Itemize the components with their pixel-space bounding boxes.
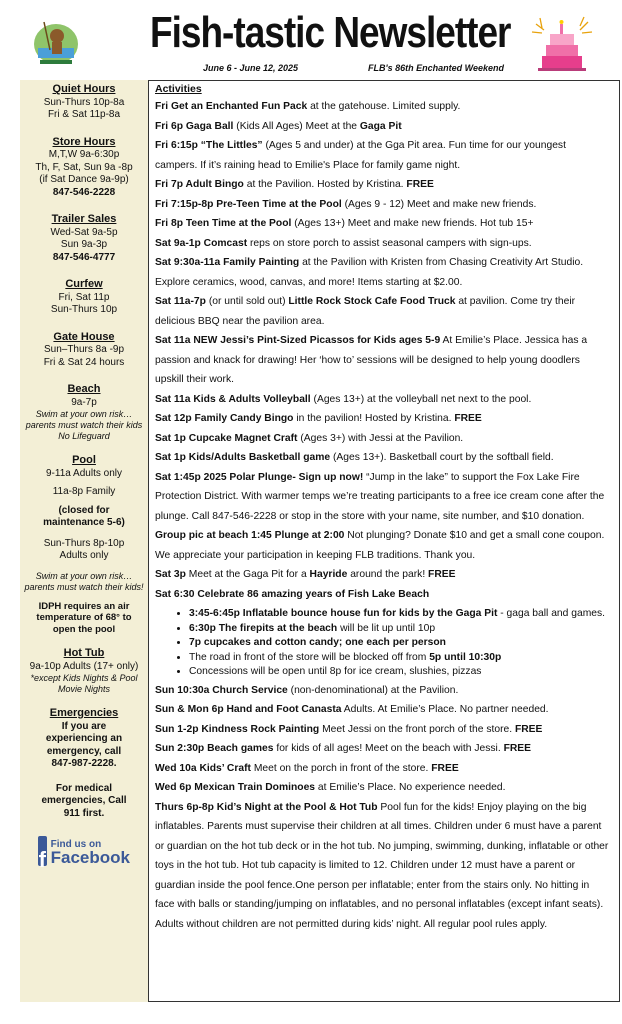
- activity-highlight: FREE: [503, 743, 532, 754]
- activity-highlight: 6:30p The firepits at the beach: [189, 622, 338, 634]
- section-title: Pool: [72, 454, 96, 466]
- activity-item: [155, 759, 611, 779]
- activity-highlight: Sat 1:45p 2025 Polar Plunge- Sign up now!: [155, 471, 364, 483]
- info-line: Sun-Thurs 10p-8a: [43, 96, 125, 108]
- activity-text: at the Pavilion with Kristen from Chasing Creativity Art Studio. Explore ceramics, wood, canvas, and more! Items starting at $2.00.: [155, 257, 584, 288]
- activity-item: [155, 253, 611, 292]
- info-line: Sun-Thurs 10p: [50, 304, 118, 315]
- activity-text: around the park!: [347, 569, 429, 580]
- info-line: 9-11a Adults only: [46, 467, 122, 479]
- activity-text: at the Pavilion. Hosted by Kristina.: [243, 179, 407, 190]
- pool-section: [20, 454, 148, 635]
- activity-item: [155, 700, 611, 720]
- weekend-title: FLB's 86th Enchanted Weekend: [368, 63, 505, 73]
- info-line: 9a-10p Adults (17+ only): [29, 660, 139, 672]
- info-line: Fri, Sat 11p: [58, 291, 110, 303]
- activity-highlight: Little Rock Stock Cafe Food Truck: [288, 296, 456, 307]
- section-title: Store Hours: [52, 135, 116, 148]
- activity-item: [155, 798, 611, 915]
- info-line: Sun 9a-3p: [60, 239, 108, 250]
- fish-lake-beach-logo: [28, 14, 84, 70]
- activity-item: [155, 292, 611, 331]
- activity-highlight: 3:45-6:45p Inflatable bounce house fun for kids by the Gaga Pit: [189, 608, 498, 619]
- quiet-hours-section: [20, 83, 148, 122]
- activity-item: [155, 195, 611, 215]
- info-line: Th, F, Sat, Sun 9a -8p: [35, 161, 133, 173]
- activity-highlight: Sun 1-2p Kindness Rock Painting: [155, 723, 320, 735]
- activity-highlight: Wed 10a Kids’ Craft: [155, 762, 251, 774]
- find-us-label: Find us on: [50, 839, 102, 850]
- activity-item: [155, 331, 611, 390]
- activity-highlight: Hayride: [309, 569, 348, 580]
- activity-item: [155, 565, 611, 585]
- activity-highlight: Sat 11a-7p: [155, 296, 206, 307]
- newsletter-dates: June 6 - June 12, 2025: [203, 63, 299, 73]
- activities-panel: [148, 80, 620, 1002]
- pool-closed-note: (closed for maintenance 5-6): [43, 504, 125, 528]
- birthday-cake-icon: [530, 14, 596, 74]
- section-title: Hot Tub: [63, 647, 105, 659]
- activity-highlight: Sat 1p Cupcake Magnet Craft: [155, 432, 298, 444]
- section-title: Trailer Sales: [51, 213, 117, 225]
- activity-text: Meet at the Gaga Pit for a: [185, 569, 310, 580]
- activity-highlight: Sat 6:30 Celebrate 86 amazing years of Fish Lake Beach: [155, 588, 430, 600]
- activity-item: [155, 409, 611, 429]
- activity-highlight: Wed 6p Mexican Train Dominoes: [155, 782, 316, 793]
- gate-house-section: [20, 331, 148, 370]
- activity-text: in the pavilion! Hosted by Kristina.: [293, 413, 455, 424]
- emergency-phone[interactable]: 847-987-2228.: [51, 758, 117, 769]
- facebook-text: [50, 838, 130, 867]
- activities-title: Activities: [155, 83, 202, 95]
- activity-text: at Emilie’s Place. No experience needed.: [315, 782, 506, 793]
- activity-text: will be lit up until 10p: [337, 622, 436, 634]
- activity-text: - gaga ball and games.: [497, 608, 606, 619]
- idph-note: IDPH requires an air temperature of 68° to open the pool: [36, 600, 132, 635]
- activity-highlight: Sat 1p Kids/Adults Basketball game: [155, 452, 331, 463]
- activity-text: (Ages 5 and under) at the Gga Pit area. Fun time for our youngest campers. If it’s raining head to Emilie's Place for family game night.: [155, 140, 566, 171]
- phone-number[interactable]: 847-546-2228: [52, 186, 116, 198]
- activity-highlight: FREE: [514, 723, 543, 735]
- facebook-link[interactable]: [38, 834, 130, 872]
- activity-text: (or until sold out): [205, 296, 289, 307]
- activity-text: for kids of all ages! Meet on the beach with Jessi.: [273, 743, 504, 754]
- info-line: M,T,W 9a-6:30p: [48, 149, 120, 160]
- info-line: Fri & Sat 11p-8a: [47, 109, 121, 120]
- activity-item: [155, 915, 611, 935]
- activity-item: [155, 739, 611, 759]
- activity-item: [155, 234, 611, 254]
- activity-text: (non-denominational) at the Pavilion.: [287, 684, 459, 696]
- activity-item: [155, 214, 611, 234]
- info-line: 11a-8p Family: [52, 486, 116, 497]
- activity-highlight: Sat 9:30a-11a Family Painting: [155, 257, 300, 268]
- activity-highlight: FREE: [431, 762, 459, 774]
- activity-bullet: [189, 637, 611, 650]
- info-line: Adults only: [59, 550, 109, 561]
- activity-bullet: [189, 623, 611, 636]
- activity-highlight: FREE: [428, 569, 456, 580]
- activity-item: [155, 117, 611, 137]
- activity-text: at the gatehouse. Limited supply.: [307, 101, 461, 112]
- activity-item: [155, 585, 611, 605]
- medical-note: For medical emergencies, Call 911 first.: [41, 782, 127, 819]
- activity-text: Meet Jessi on the front porch of the store.: [319, 723, 515, 735]
- activity-highlight: Sun & Mon 6p Hand and Foot Canasta: [155, 704, 342, 715]
- info-line: Sun-Thurs 8p-10p: [43, 537, 125, 549]
- activity-item: [155, 720, 611, 740]
- activity-text: (Ages 13+). Basketball court by the softball field.: [330, 452, 554, 463]
- facebook-icon: f: [38, 836, 47, 866]
- activity-highlight: Sat 11a Kids & Adults Volleyball: [155, 393, 311, 405]
- activity-text: (Ages 3+) with Jessi at the Pavilion.: [297, 432, 464, 444]
- section-title: Quiet Hours: [52, 83, 116, 95]
- activity-highlight: FREE: [406, 179, 434, 190]
- hot-tub-section: [20, 647, 148, 695]
- activity-text: (Ages 13+) Meet and make new friends. Hot tub 15+: [291, 218, 534, 229]
- activity-item: [155, 448, 611, 468]
- activity-text: (Ages 9 - 12) Meet and make new friends.: [341, 198, 537, 210]
- info-line: Fri & Sat 24 hours: [43, 356, 125, 368]
- activity-highlight: Fri 8p Teen Time at the Pool: [155, 218, 292, 229]
- emergency-text: If you are experiencing an emergency, call: [45, 720, 123, 757]
- info-sidebar: [20, 80, 148, 1002]
- activity-highlight: Gaga Pit: [359, 120, 402, 132]
- activity-bullet: [189, 652, 611, 665]
- section-title: Beach: [67, 383, 101, 395]
- activity-highlight: Sat 12p Family Candy Bingo: [155, 413, 294, 424]
- activity-text: (Ages 13+) at the volleyball net next to the pool.: [310, 393, 532, 405]
- activity-item: [155, 429, 611, 449]
- activity-item: [155, 175, 611, 195]
- activity-highlight: Fri 7:15p-8p Pre-Teen Time at the Pool: [155, 198, 342, 210]
- activity-highlight: Thurs 6p-8p Kid’s Night at the Pool & Hot Tub: [155, 801, 378, 813]
- activity-highlight: Sat 3p: [155, 569, 186, 580]
- activity-highlight: Group pic at beach 1:45 Plunge at 2:00: [155, 530, 345, 541]
- activity-highlight: Sun 2:30p Beach games: [155, 743, 274, 754]
- curfew-section: [20, 278, 148, 317]
- section-title: Gate House: [53, 330, 115, 343]
- celebration-list: [155, 608, 611, 679]
- emergencies-section: [20, 707, 148, 820]
- activity-bullet: [189, 608, 611, 621]
- activity-highlight: FREE: [454, 413, 482, 424]
- phone-number[interactable]: 847-546-4777: [52, 251, 116, 263]
- activity-text: Adults without children are not permitted during kids’ night. All regular pool rules apply.: [155, 918, 548, 930]
- activity-text: “Jump in the lake” to support the Fox Lake Fire Protection District. With warmer temps we’re treating participants to a free ice cream cone after the plunge. Call 847-546-2228 or stop in the store with your name, site number, and $10 donation.: [155, 471, 605, 522]
- activity-highlight: Fri 6p Gaga Ball: [155, 120, 234, 132]
- activity-text: Adults. At Emilie’s Place. No partner needed.: [341, 704, 549, 715]
- store-hours-section: [20, 136, 148, 200]
- activity-item: [155, 97, 611, 117]
- info-line: Wed-Sat 9a-5p: [50, 226, 118, 238]
- pool-note: Swim at your own risk… parents must watch their kids!: [24, 570, 144, 592]
- section-title: Curfew: [65, 278, 103, 290]
- beach-section: [20, 383, 148, 442]
- activity-highlight: Fri 7p Adult Bingo: [155, 179, 244, 190]
- activity-item: [155, 390, 611, 410]
- section-title: Emergencies: [49, 707, 119, 719]
- activity-highlight: Fri Get an Enchanted Fun Pack: [155, 101, 308, 112]
- activity-highlight: Sat 9a-1p Comcast: [155, 237, 248, 249]
- beach-note: Swim at your own risk… parents must watch their kids: [25, 409, 143, 430]
- activity-item: [155, 681, 611, 701]
- trailer-sales-section: [20, 213, 148, 264]
- activities-content: [155, 82, 611, 934]
- activity-text: Not plunging? Donate $10 and get a small cone coupon. We appreciate your participation in keeping FLB traditions. Thank you.: [155, 530, 605, 561]
- hot-tub-note: *except Kids Nights & Pool Movie Nights: [30, 673, 138, 694]
- activity-highlight: 7p cupcakes and cotton candy; one each per person: [189, 637, 446, 648]
- activity-text: The road in front of the store will be blocked off from: [189, 651, 430, 663]
- activity-text: Meet on the porch in front of the store.: [250, 762, 432, 774]
- activity-text: At Emilie’s Place. Jessica has a passion and knack for drawing! Her ‘how to’ sessions will be designed to help young doodlers upskill their work.: [155, 335, 588, 385]
- info-line: (if Sat Dance 9a-9p): [39, 174, 129, 185]
- info-line: Sun–Thurs 8a -9p: [43, 344, 125, 355]
- activity-item: [155, 778, 611, 798]
- activity-highlight: Sat 11a NEW Jessi’s Pint-Sized Picassos for Kids ages 5-9: [155, 335, 441, 346]
- activity-bullet: [189, 666, 611, 679]
- activity-text: reps on store porch to assist seasonal campers with sign-ups.: [247, 237, 532, 249]
- info-line: 9a-7p: [71, 396, 97, 408]
- newsletter-title: Fish-tastic Newsletter: [150, 8, 511, 57]
- activity-item: [155, 468, 611, 566]
- activity-text: at pavilion. Come try their delicious BBQ near the pavilion area.: [155, 296, 576, 327]
- beach-note: No Lifeguard: [58, 431, 110, 441]
- activity-text: (Kids All Ages) Meet at the: [233, 120, 360, 132]
- facebook-label: Facebook: [50, 848, 130, 867]
- activity-highlight: 5p until 10:30p: [429, 651, 502, 663]
- activity-highlight: Fri 6:15p “The Littles”: [155, 140, 263, 151]
- activity-text: Pool fun for the kids! Enjoy playing on the big inflatables. Parents must supervise their children at all times. Children under 6 must have a parent or guardian on the hot tub deck or in the hot tub. No jumping, swimming, dunking, inflatable or other toys in the hot tub. Hot tub capacity is limited to 12. Children under 12 must have a parent or guardian inside the pool fence.One person per inflatable; enter from the stairs only. No hitting in face with balls or standing/jumping on inflatables, and no personal inflatables (except infant seats).: [155, 801, 609, 910]
- activity-item: [155, 136, 611, 175]
- activity-text: Concessions will be open until 8p for ice cream, slushies, pizzas: [189, 666, 482, 677]
- activity-highlight: Sun 10:30a Church Service: [155, 684, 288, 696]
